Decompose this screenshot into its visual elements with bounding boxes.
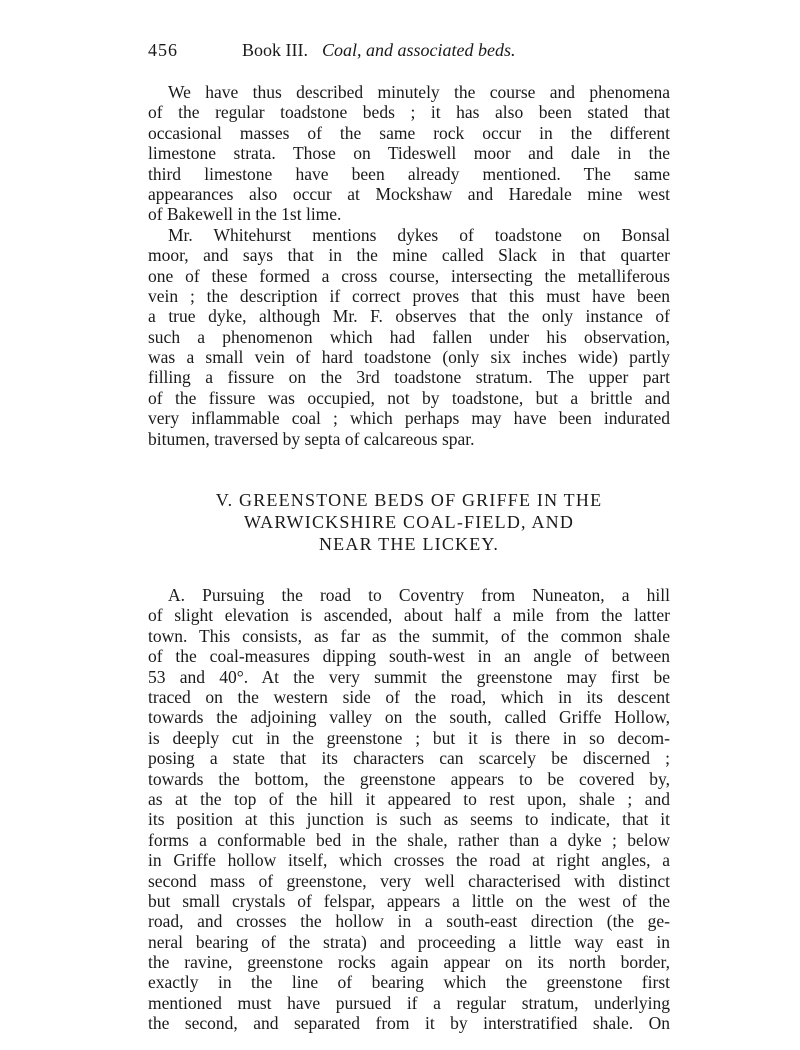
text-line: of the fissure was occupied, not by toadstone, but a brittle and [148,387,670,408]
section-heading-line: V. GREENSTONE BEDS OF GRIFFE IN THE [215,490,603,511]
paragraph-griffe-hollow [148,585,670,1034]
text-line: as at the top of the hill it appeared to rest upon, shale ; and [148,788,670,809]
text-line: is deeply cut in the greenstone ; but it is there in so decom- [148,727,670,748]
text-line: occasional masses of the same rock occur in the different [148,122,670,143]
text-line: of the coal-measures dipping south-west in an angle of between [148,646,670,667]
section-heading [148,489,670,555]
book-label: Book III. [242,40,308,60]
text-line: mentioned must have pursued if a regular stratum, underlying [148,992,670,1013]
text-line: exactly in the line of bearing which the greenstone first [148,972,670,993]
text-line: We have thus described minutely the course and phenomena [168,82,670,102]
text-line: town. This consists, as far as the summit, of the common shale [148,625,670,646]
text-line: such a phenomenon which had fallen under his observation, [148,326,670,347]
text-line: 53 and 40°. At the very summit the greenstone may first be [148,666,670,687]
text-line: very inflammable coal ; which perhaps may have been indurated [148,408,670,429]
text-line: one of these formed a cross course, intersecting the metalliferous [148,265,670,286]
text-line: A. Pursuing the road to Coventry from Nuneaton, a hill [168,585,670,606]
text-line: forms a conformable bed in the shale, rather than a dyke ; below [148,829,670,850]
text-line: a true dyke, although Mr. F. observes that the only instance of [148,306,670,327]
text-line: moor, and says that in the mine called Slack in that quarter [148,245,670,266]
text-line: the second, and separated from it by interstratified shale. On [148,1013,670,1034]
text-line: second mass of greenstone, very well characterised with distinct [148,870,670,891]
text-line: third limestone have been already mentioned. The same [148,163,670,184]
text-line: filling a fissure on the 3rd toadstone stratum. The upper part [148,367,670,388]
text-line: bitumen, traversed by septa of calcareous spar. [148,428,475,449]
text-line: Mr. Whitehurst mentions dykes of toadstone on Bonsal [168,224,670,245]
text-line: limestone strata. Those on Tideswell moor and dale in the [148,143,670,164]
text-line: of Bakewell in the 1st lime. [148,204,342,225]
text-line: towards the adjoining valley on the south, called Griffe Hollow, [148,707,670,728]
paragraph-whitehurst-dykes [148,225,670,449]
section-heading-line: WARWICKSHIRE COAL-FIELD, AND [243,512,575,533]
text-line: towards the bottom, the greenstone appears to be covered by, [148,768,670,789]
text-line: of the regular toadstone beds ; it has also been stated that [148,102,670,123]
text-line: neral bearing of the strata) and proceeding a little way east in [148,931,670,952]
running-title: Coal, and associated beds. [322,40,516,60]
text-line: in Griffe hollow itself, which crosses the road at right angles, a [148,850,670,871]
text-line: was a small vein of hard toadstone (only six inches wide) partly [148,347,670,368]
page-number: 456 [148,40,178,60]
section-heading-line: NEAR THE LICKEY. [318,534,500,555]
text-line: road, and crosses the hollow in a south-east direction (the ge- [148,911,670,932]
text-line: appearances also occur at Mockshaw and Haredale mine west [148,183,670,204]
text-line: its position at this junction is such as seems to indicate, that it [148,809,670,830]
text-line: the ravine, greenstone rocks again appear on its north border, [148,952,670,973]
text-line: of slight elevation is ascended, about half a mile from the latter [148,605,670,626]
text-line: vein ; the description if correct proves that this must have been [148,285,670,306]
text-line: posing a state that its characters can scarcely be discerned ; [148,748,670,769]
running-head [148,40,670,74]
text-line: but small crystals of felspar, appears a little on the west of the [148,890,670,911]
text-line: traced on the western side of the road, which in its descent [148,686,670,707]
paragraph-toadstone-beds [148,82,670,225]
book-page [148,40,670,1034]
